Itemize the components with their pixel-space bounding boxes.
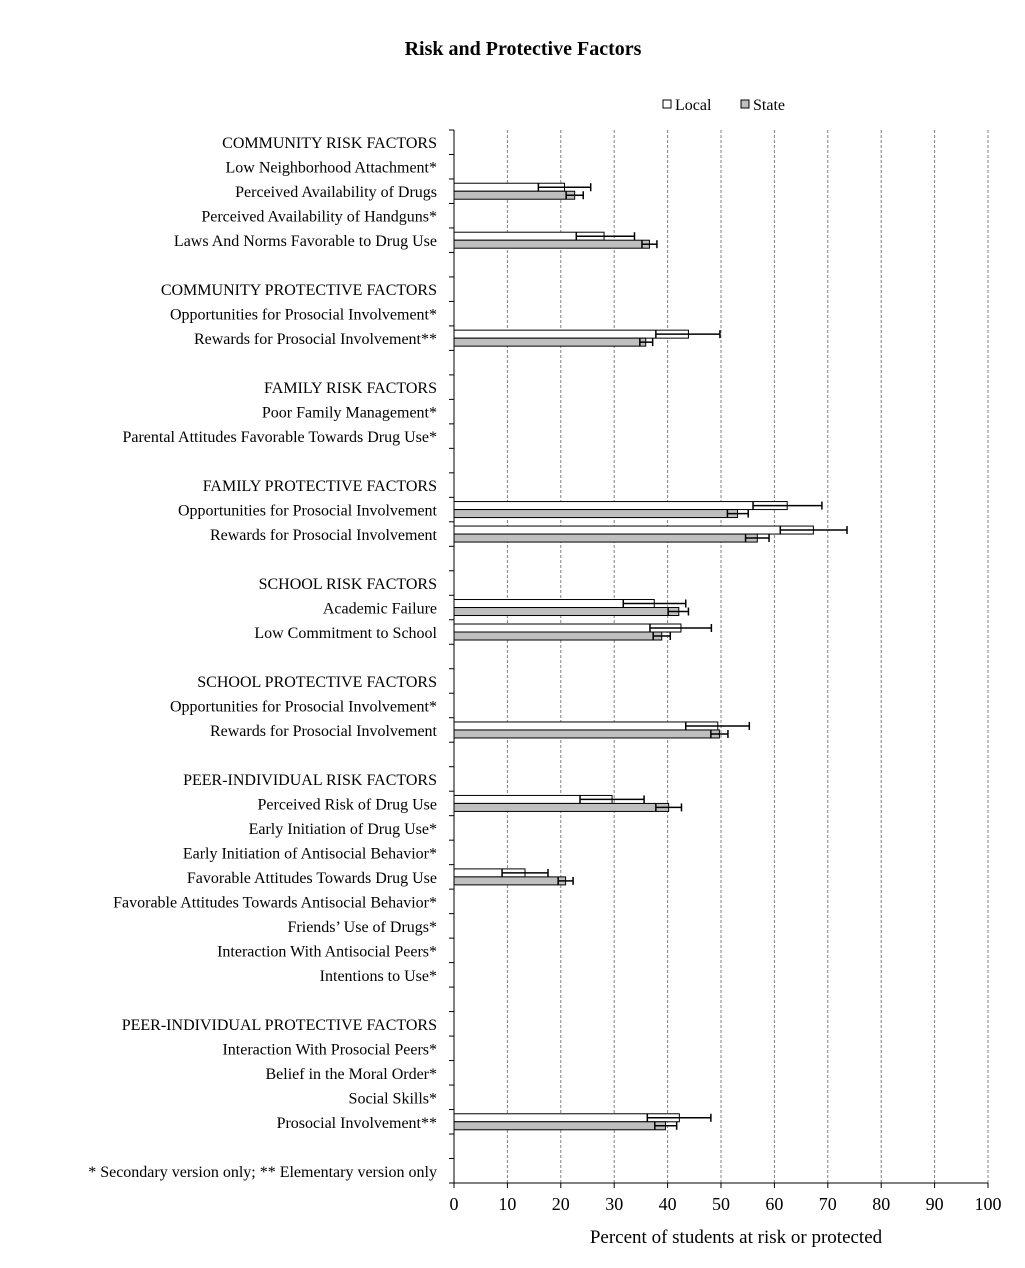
category-label: PEER-INDIVIDUAL PROTECTIVE FACTORS	[121, 1016, 437, 1034]
category-label: Favorable Attitudes Towards Antisocial Behavior*	[113, 894, 437, 912]
x-tick-label-30: 30	[605, 1194, 624, 1214]
bar-state	[454, 632, 662, 640]
chart-title: Risk and Protective Factors	[404, 38, 642, 60]
category-label: COMMUNITY RISK FACTORS	[222, 135, 437, 153]
x-tick-label-50: 50	[712, 1194, 730, 1214]
category-labels	[88, 135, 437, 1181]
x-tick-label-80: 80	[872, 1194, 891, 1214]
x-tick-label-40: 40	[658, 1194, 677, 1214]
category-label: Favorable Attitudes Towards Drug Use	[186, 869, 437, 887]
category-label: Prosocial Involvement**	[276, 1114, 437, 1132]
legend-local-swatch	[663, 100, 671, 108]
bar-local	[454, 624, 681, 632]
category-label: Early Initiation of Antisocial Behavior*	[182, 845, 437, 863]
category-label: Perceived Availability of Handguns*	[201, 208, 437, 226]
bar-state	[454, 510, 738, 518]
category-label: Interaction With Antisocial Peers*	[217, 943, 437, 961]
bar-state	[454, 803, 669, 811]
category-label: Rewards for Prosocial Involvement	[209, 527, 437, 545]
category-label: Opportunities for Prosocial Involvement*	[169, 698, 437, 716]
x-axis-label: Percent of students at risk or protected	[589, 1227, 883, 1248]
category-label: FAMILY RISK FACTORS	[264, 380, 437, 398]
x-tick-labels	[450, 1194, 1002, 1214]
category-label: COMMUNITY PROTECTIVE FACTORS	[160, 282, 437, 300]
category-label: Friends’ Use of Drugs*	[287, 918, 437, 936]
gridlines	[507, 130, 988, 1183]
category-label: Laws And Norms Favorable to Drug Use	[173, 233, 437, 251]
bar-local	[454, 722, 718, 730]
bar-state	[454, 191, 575, 199]
bar-state	[454, 534, 757, 542]
category-label: Belief in the Moral Order*	[265, 1065, 437, 1083]
category-label: FAMILY PROTECTIVE FACTORS	[202, 478, 437, 496]
x-tick-label-70: 70	[818, 1194, 837, 1214]
bar-state	[454, 240, 649, 248]
category-label: PEER-INDIVIDUAL RISK FACTORS	[183, 771, 437, 789]
category-label: Social Skills*	[348, 1090, 437, 1108]
axes	[449, 130, 988, 1188]
bar-state	[454, 338, 646, 346]
category-label: Low Neighborhood Attachment*	[225, 159, 437, 177]
category-label: Academic Failure	[322, 600, 437, 618]
bar-local	[454, 330, 688, 338]
x-tick-label-100: 100	[974, 1194, 1002, 1214]
x-tick-label-90: 90	[925, 1194, 944, 1214]
x-tick-label-0: 0	[449, 1194, 459, 1214]
category-label: Rewards for Prosocial Involvement	[209, 722, 437, 740]
legend-local-label: Local	[675, 97, 712, 114]
category-label: * Secondary version only; ** Elementary version only	[88, 1163, 437, 1181]
bar-state	[454, 608, 679, 616]
category-label: Poor Family Management*	[261, 404, 437, 422]
bar-state	[454, 877, 566, 885]
bar-state	[454, 1122, 665, 1130]
x-tick-label-20: 20	[551, 1194, 570, 1214]
category-label: Opportunities for Prosocial Involvement	[177, 502, 437, 520]
legend-state-label: State	[753, 97, 785, 114]
legend	[663, 97, 785, 114]
x-tick-label-60: 60	[765, 1194, 784, 1214]
bar-state	[454, 730, 719, 738]
bar-local	[454, 1114, 679, 1122]
category-label: Perceived Availability of Drugs	[235, 184, 437, 202]
bar-local	[454, 502, 787, 510]
category-label: Intentions to Use*	[319, 967, 437, 985]
legend-state-swatch	[741, 100, 749, 108]
category-label: Rewards for Prosocial Involvement**	[193, 331, 437, 349]
bar-local	[454, 526, 813, 534]
category-label: Parental Attitudes Favorable Towards Drug Use*	[122, 429, 437, 447]
x-tick-label-10: 10	[498, 1194, 517, 1214]
category-label: Perceived Risk of Drug Use	[257, 796, 437, 814]
category-label: Early Initiation of Drug Use*	[248, 820, 437, 838]
category-label: Opportunities for Prosocial Involvement*	[169, 306, 437, 324]
bars	[454, 183, 847, 1130]
category-label: Interaction With Prosocial Peers*	[222, 1041, 437, 1059]
category-label: Low Commitment to School	[254, 625, 437, 643]
category-label: SCHOOL PROTECTIVE FACTORS	[197, 673, 437, 691]
category-label: SCHOOL RISK FACTORS	[258, 576, 437, 594]
